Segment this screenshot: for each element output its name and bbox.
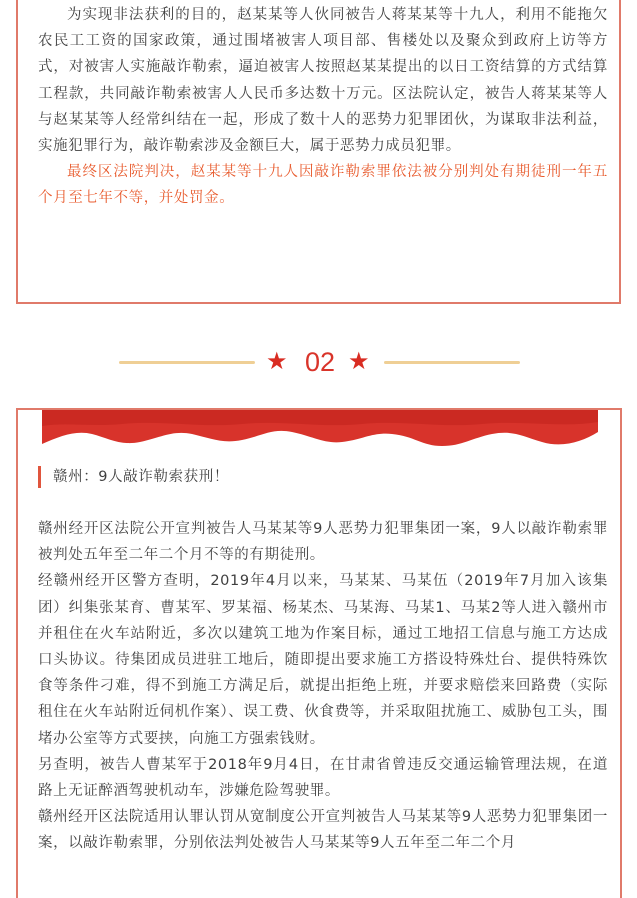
case-1-paragraph: 为实现非法获利的目的，赵某某等人伙同被告人蒋某某等十九人，利用不能拖欠农民工工资的国家政策，通过围堵被害人项目部、售楼处以及聚众到政府上访等方式，对被害人实施敲诈勒索，逼迫被害人按照赵某某提出的以日工资结算的方式结算工程款，共同敲诈勒索被害人人民币多达数十万元。区法院认定，被告人蒋某某等人与赵某某等人经常纠结在一起，形成了数十人的恶势力犯罪团伙，为谋取非法利益，实施犯罪行为，敲诈勒索涉及金额巨大，属于恶势力成员犯罪。 [38,7,608,155]
section-number: 02 [304,347,336,377]
case-1-body [38,0,608,212]
divider-line-right [384,361,520,364]
star-icon: ★ [266,347,288,375]
case-card-2 [16,408,622,898]
case-2-body [38,516,608,857]
red-curtain-drape [42,410,598,450]
divider-line-left [119,361,255,364]
star-icon: ★ [348,347,370,375]
case-2-paragraph: 赣州经开区法院公开宣判被告人马某某等9人恶势力犯罪集团一案，9人以敲诈勒索罪被判处五年至二年二个月不等的有期徒刑。 [38,521,608,564]
case-2-heading: 赣州：9人敲诈勒索获刑！ [38,466,229,488]
case-card-1 [16,0,621,304]
case-2-paragraph: 赣州经开区法院适用认罪认罚从宽制度公开宣判被告人马某某等9人恶势力犯罪集团一案，以敲诈勒索罪，分别依法判处被告人马某某等9人五年至二年二个月 [38,809,608,852]
case-2-paragraph: 另查明，被告人曹某军于2018年9月4日，在甘肃省曾违反交通运输管理法规，在道路上无证醉酒驾驶机动车，涉嫌危险驾驶罪。 [38,756,608,800]
section-divider [0,338,637,388]
case-1-verdict: 最终区法院判决，赵某某等十九人因敲诈勒索罪依法被分别判处有期徒刑一年五个月至七年不等，并处罚金。 [38,164,608,207]
case-2-paragraph: 经赣州经开区警方查明，2019年4月以来，马某某、马某伍（2019年7月加入该集团）纠集张某育、曹某军、罗某福、杨某杰、马某海、马某1、马某2等人进入赣州市并租住在火车站附近，多次以建筑工地为作案目标，通过工地招工信息与施工方达成口头协议。待集团成员进驻工地后，随即提出要求施工方搭设特殊灶台、提供特殊饮食等条件刁难，得不到施工方满足后，就提出拒绝上班，并要求赔偿来回路费（实际租住在火车站附近伺机作案）、误工费、伙食费等，并采取阻扰施工、威胁包工头，围堵办公室等方式要挟，向施工方强索钱财。 [38,573,608,747]
